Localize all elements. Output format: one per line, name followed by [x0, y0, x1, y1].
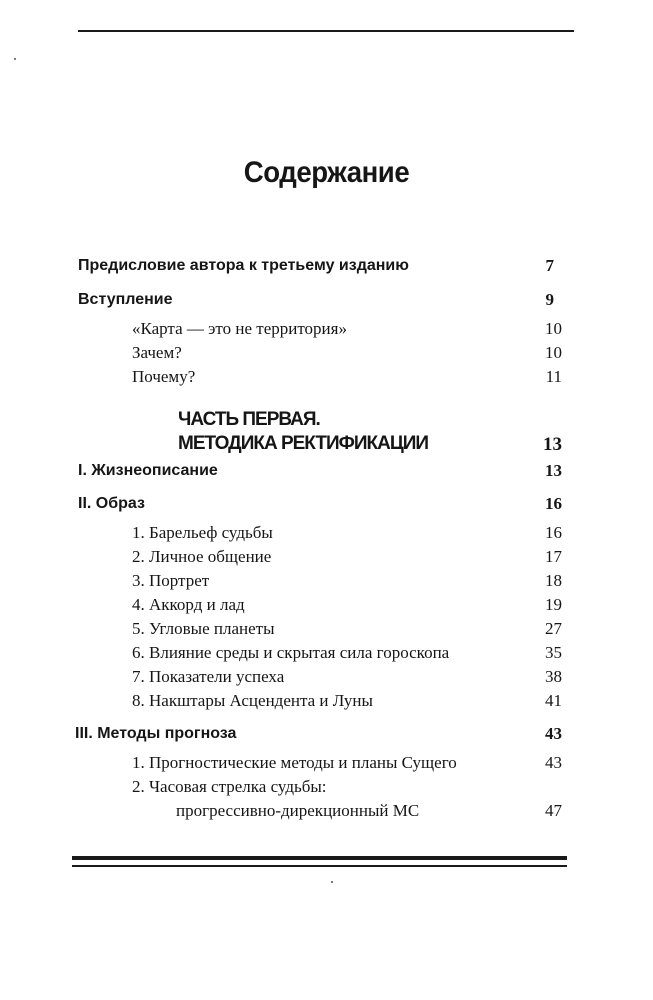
toc-subentry[interactable]: 5. Угловые планеты [132, 619, 275, 638]
toc-subentry[interactable]: «Карта — это не территория» [132, 319, 347, 338]
toc-page-chapter-3: 43 [545, 724, 562, 743]
toc-subentry-page: 19 [545, 595, 562, 614]
toc-subentry-page: 16 [545, 523, 562, 542]
toc-subentry-page: 47 [545, 801, 562, 820]
part-one-heading-line2[interactable]: МЕТОДИКА РЕКТИФИКАЦИИ [178, 433, 429, 454]
toc-subentry[interactable]: 1. Прогностические методы и планы Сущего [132, 753, 457, 772]
toc-entry-preface[interactable]: Предисловие автора к третьему изданию [78, 257, 409, 274]
toc-subentry-page: 17 [545, 547, 562, 566]
toc-subentry[interactable]: Почему? [132, 367, 196, 386]
toc-entry-chapter-2[interactable]: II. Образ [78, 495, 145, 512]
toc-subentry-page: 11 [545, 367, 562, 386]
toc-subentry[interactable]: 4. Аккорд и лад [132, 595, 245, 614]
toc-entry-intro[interactable]: Вступление [78, 291, 173, 308]
toc-subentry-page: 10 [545, 343, 562, 362]
toc-subentry[interactable]: 8. Накштары Асцендента и Луны [132, 691, 373, 710]
toc-subentry[interactable]: 7. Показатели успеха [132, 667, 285, 686]
toc-entry-chapter-1[interactable]: I. Жизнеописание [78, 462, 218, 479]
toc-subentry-page: 18 [545, 571, 562, 590]
toc-page-chapter-2: 16 [545, 494, 562, 513]
toc-page-chapter-1: 13 [545, 461, 562, 480]
top-rule [78, 30, 574, 32]
toc-subentry-continuation[interactable]: прогрессивно-дирекционный МС [176, 801, 420, 820]
bottom-rule-thin [72, 865, 567, 867]
part-one-heading-line1: ЧАСТЬ ПЕРВАЯ. [178, 409, 320, 430]
toc-subentry-page: 35 [545, 643, 562, 662]
toc-subentry[interactable]: Зачем? [132, 343, 182, 362]
part-one-page: 13 [543, 434, 562, 455]
toc-subentry-page: 10 [545, 319, 562, 338]
toc-subentry[interactable]: 2. Часовая стрелка судьбы: [132, 777, 327, 796]
page-title: Содержание [243, 156, 410, 189]
toc-page-preface: 7 [545, 256, 554, 275]
toc-subentry[interactable]: 3. Портрет [132, 571, 210, 590]
scan-speck [14, 58, 16, 60]
toc-subentry-page: 27 [545, 619, 562, 638]
scan-speck [331, 881, 333, 883]
toc-page-intro: 9 [545, 290, 554, 309]
toc-subentry[interactable]: 2. Личное общение [132, 547, 272, 566]
toc-entry-chapter-3[interactable]: III. Методы прогноза [75, 725, 237, 742]
toc-subentry[interactable]: 1. Барельеф судьбы [132, 523, 273, 542]
bottom-rule-thick [72, 856, 567, 860]
toc-subentry-page: 38 [545, 667, 562, 686]
toc-subentry-page: 41 [545, 691, 562, 710]
toc-subentry[interactable]: 6. Влияние среды и скрытая сила гороскопа [132, 643, 450, 662]
toc-subentry-page: 43 [545, 753, 562, 772]
